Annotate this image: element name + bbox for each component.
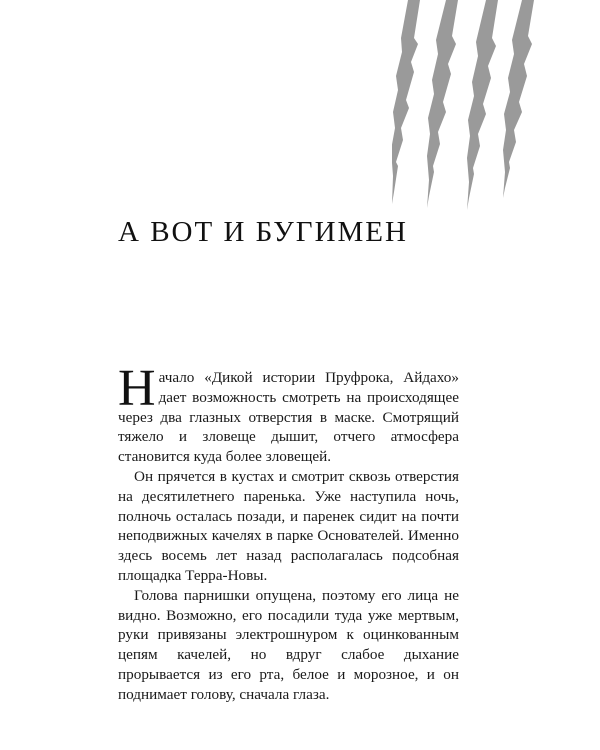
paragraph-text: ачало «Дикой истории Пруфрока, Айдахо» дает возможность смотреть на происходящее через два глазных отверстия в маске. Смотрящий тяжело и зловеще дышит, отчего атмосфера становится куда более зловещей. [118, 369, 459, 466]
claw-scratch-3 [467, 0, 498, 210]
paragraph: Голова парнишки опущена, поэтому его лица не видно. Возможно, его посадили туда уже мертвым, руки привязаны электрошнуром к оцинкованным цепям качелей, но вдруг слабое дыхание прорывается из его рта, белое и морозное, и он поднимает голову, сначала глаза. [118, 586, 459, 703]
claw-scratch-4 [503, 0, 534, 198]
drop-cap: Н [118, 360, 156, 417]
claw-scratch-1 [392, 0, 420, 204]
claw-marks-icon [392, 0, 552, 215]
claw-scratch-2 [427, 0, 458, 208]
paragraph [118, 360, 459, 467]
chapter-body [118, 360, 459, 705]
paragraph: Он прячется в кустах и смотрит сквозь отверстия на десятилетнего паренька. Уже наступила ночь, полночь осталась позади, и паренек сидит на почти неподвижных качелях в парке Основателей. Именно здесь восемь лет назад располагалась подсобная площадка Терра-Новы. [118, 467, 459, 584]
chapter-title: А ВОТ И БУГИМЕН [118, 216, 408, 248]
